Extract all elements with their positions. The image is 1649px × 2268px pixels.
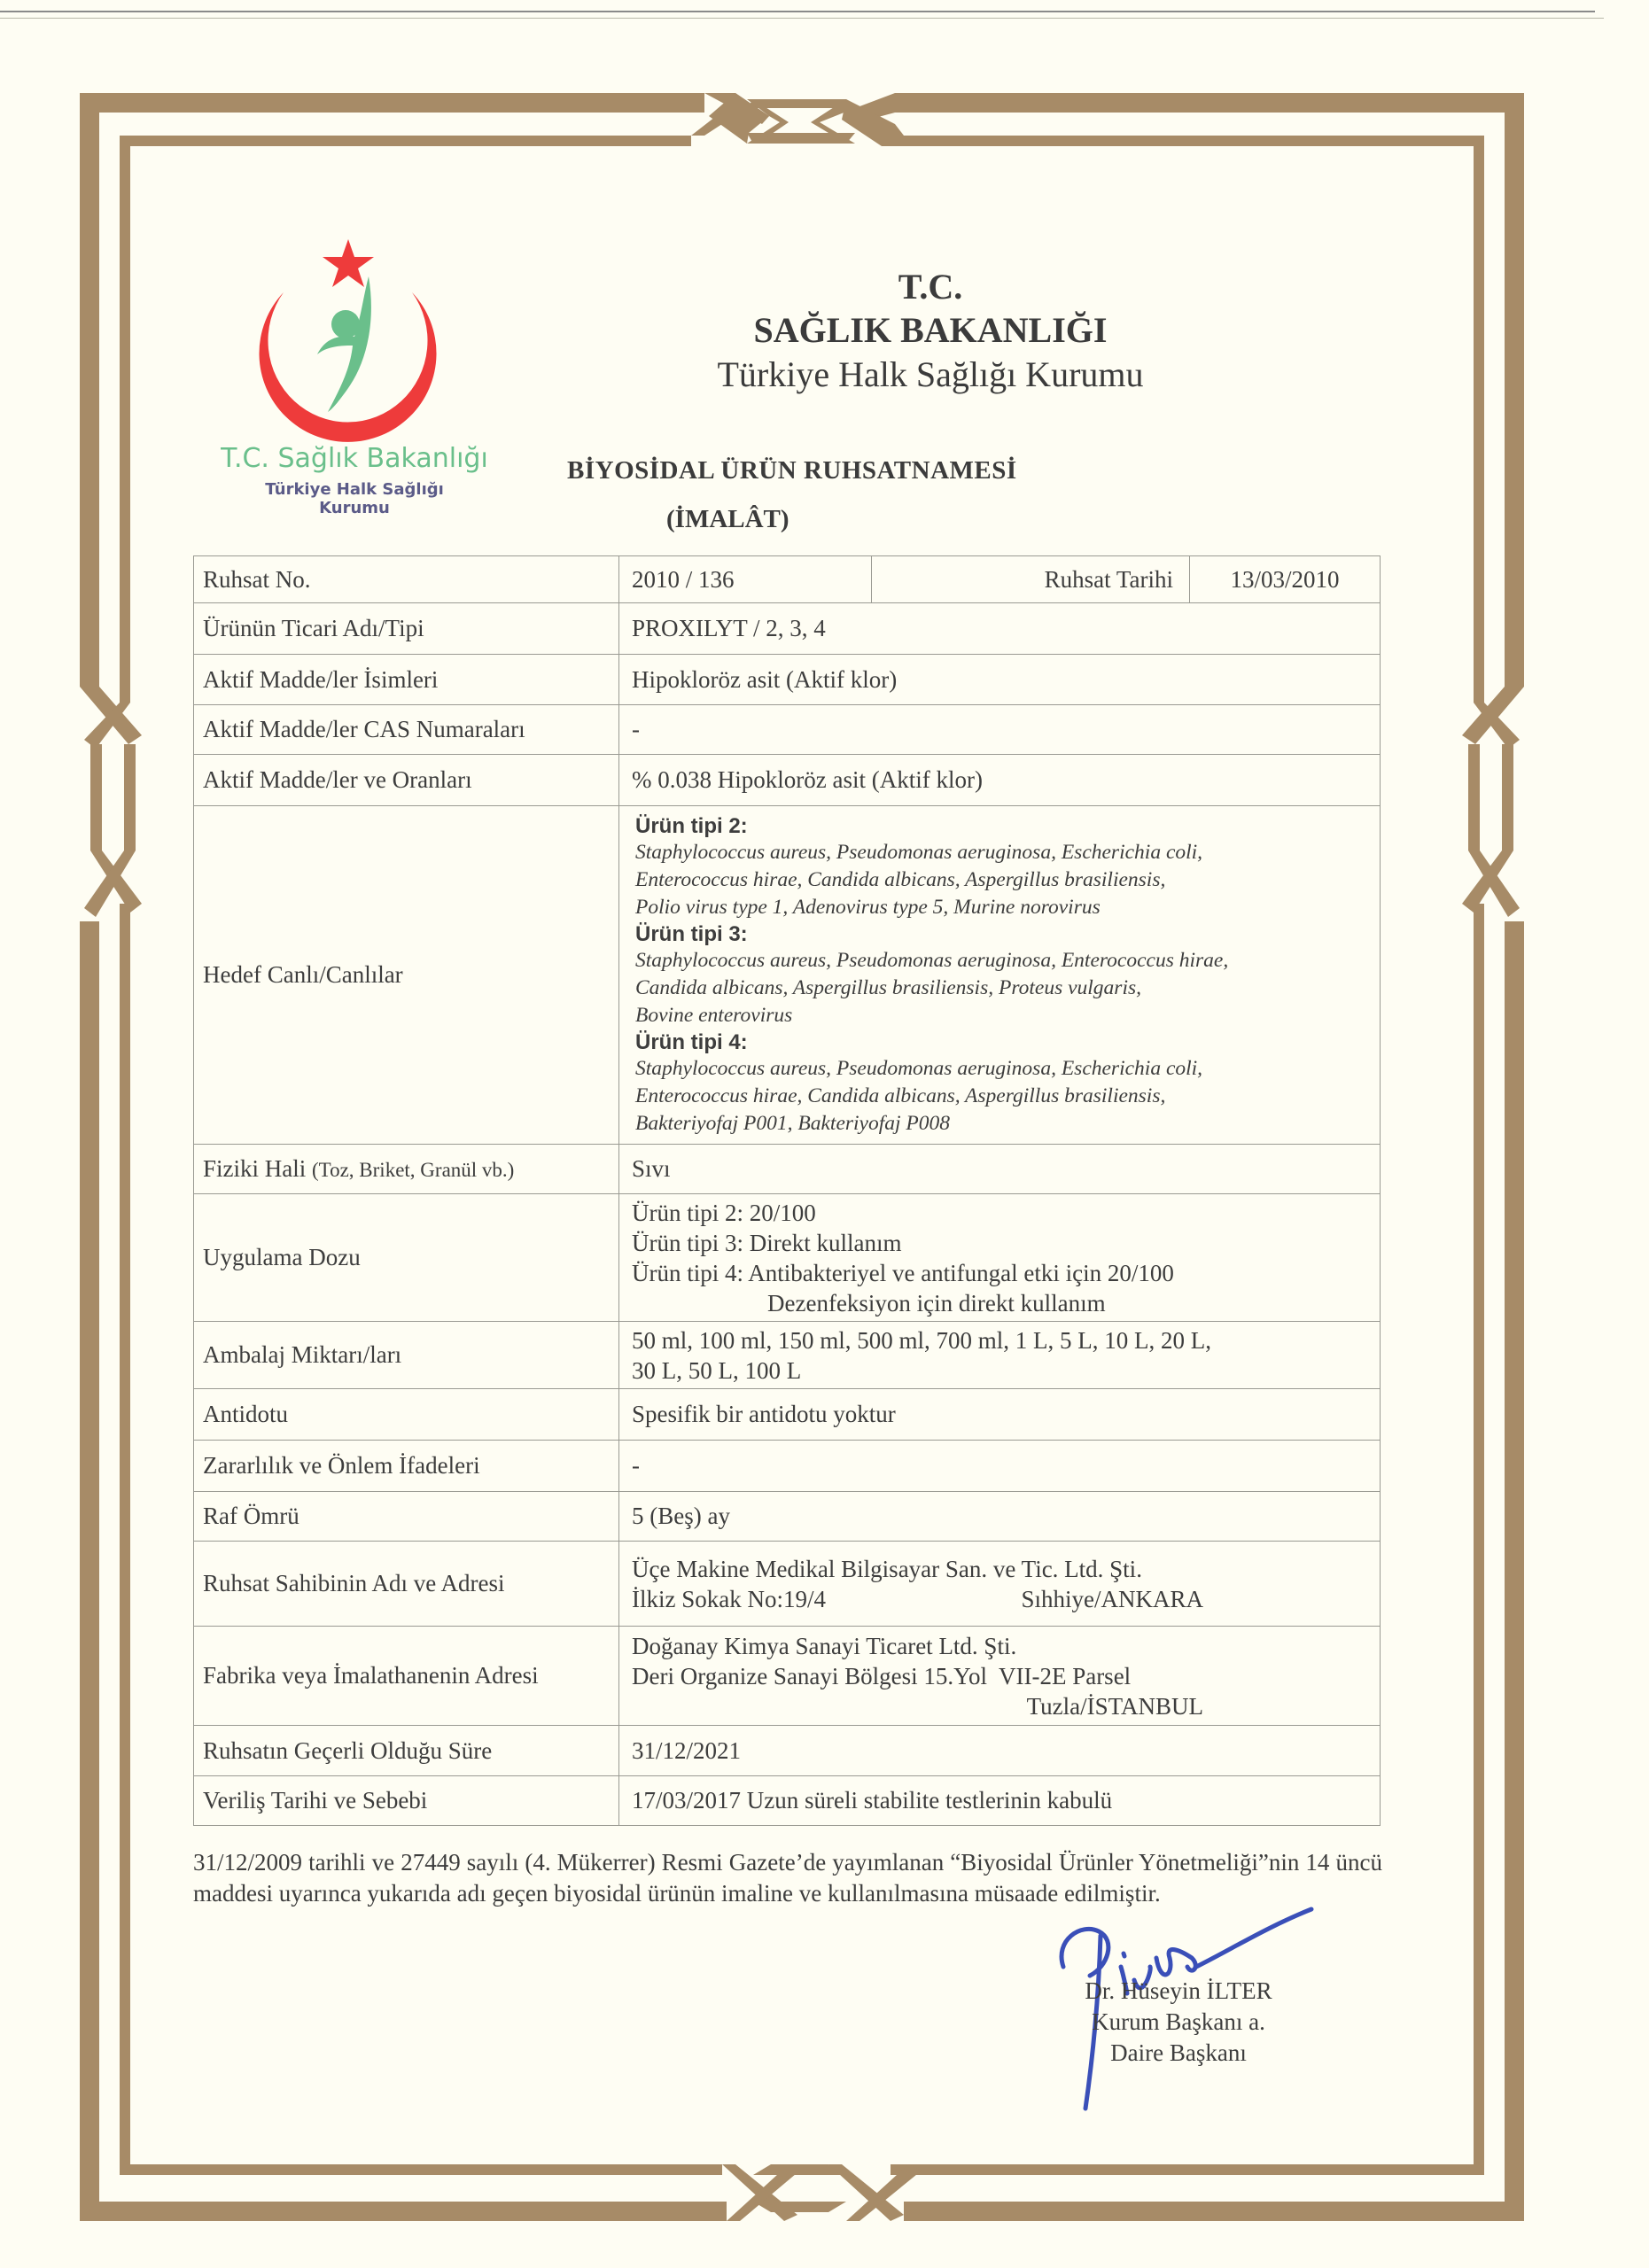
row-value: - [619,705,1381,755]
dosage-line: Ürün tipi 4: Antibakteriyel ve antifungal etki için 20/100 [632,1259,1174,1286]
header-institution: Türkiye Halk Sağlığı Kurumu [717,354,1144,394]
signatory-title: Kurum Başkanı a. [1092,2008,1265,2035]
table-row [194,655,1381,705]
packaging-cell [619,1322,1381,1389]
table-row-packaging [194,1322,1381,1389]
document-title: BİYOSİDAL ÜRÜN RUHSATNAMESİ [567,456,1017,485]
table-row [194,1726,1381,1776]
physical-state-label: Fiziki Hali [203,1155,307,1182]
star-icon [323,239,374,287]
row-label: Ruhsat Sahibinin Adı ve Adresi [194,1542,619,1627]
organism-line: Staphylococcus aureus, Pseudomonas aeruginosa, Escherichia coli, [635,1056,1203,1080]
logo-title: T.C. Sağlık Bakanlığı [221,443,488,474]
table-row-factory [194,1627,1381,1726]
document-subtitle: (İMALÂT) [666,505,789,533]
organism-line: Enterococcus hirae, Candida albicans, Aspergillus brasiliensis, [635,867,1166,891]
product-type-heading: Ürün tipi 4: [635,1029,748,1054]
row-label: Raf Ömrü [194,1492,619,1542]
row-label: Aktif Madde/ler CAS Numaraları [194,705,619,755]
row-value: Spesifik bir antidotu yoktur [619,1389,1381,1441]
row-value: % 0.038 Hipokloröz asit (Aktif klor) [619,755,1381,806]
row-value: 5 (Beş) ay [619,1492,1381,1542]
product-type-heading: Ürün tipi 3: [635,921,748,946]
table-row [194,1389,1381,1441]
packaging-line: 30 L, 50 L, 100 L [632,1356,802,1384]
organism-line: Polio virus type 1, Adenovirus type 5, Murine norovirus [635,895,1101,919]
row-value: PROXILYT / 2, 3, 4 [619,603,1381,655]
holder-city: Sıhhiye/ANKARA [1021,1585,1203,1612]
dosage-cell [619,1194,1381,1322]
row-value: 17/03/2017 Uzun süreli stabilite testlerinin kabulü [619,1776,1381,1826]
row-label [194,1145,619,1194]
physical-state-note: (Toz, Briket, Granül vb.) [312,1159,515,1181]
logo-subtitle-line1: Türkiye Halk Sağlığı [265,480,444,499]
holder-cell [619,1542,1381,1627]
row-label: Ruhsatın Geçerli Olduğu Süre [194,1726,619,1776]
table-row-license-no [194,556,1381,603]
organism-line: Bovine enterovirus [635,1003,793,1027]
logo-subtitle [204,480,505,517]
table-row-holder [194,1542,1381,1627]
table-row [194,755,1381,806]
table-row-dosage [194,1194,1381,1322]
value-license-date: 13/03/2010 [1190,556,1381,603]
row-value: - [619,1441,1381,1492]
factory-city: Tuzla/İSTANBUL [1026,1692,1203,1720]
row-value: Hipokloröz asit (Aktif klor) [619,655,1381,705]
label-license-date: Ruhsat Tarihi [872,556,1190,603]
dosage-line: Ürün tipi 3: Direkt kullanım [632,1229,902,1256]
organism-line: Staphylococcus aureus, Pseudomonas aeruginosa, Escherichia coli, [635,840,1203,864]
row-label: Antidotu [194,1389,619,1441]
row-label: Veriliş Tarihi ve Sebebi [194,1776,619,1826]
product-type-heading: Ürün tipi 2: [635,813,748,838]
table-row [194,1441,1381,1492]
factory-cell [619,1627,1381,1726]
signatory-title-2: Daire Başkanı [1110,2039,1247,2066]
dosage-line-continuation: Dezenfeksiyon için direkt kullanım [767,1289,1106,1317]
row-label: Hedef Canlı/Canlılar [194,806,619,1145]
logo-subtitle-line2: Kurumu [319,499,390,517]
table-row [194,1492,1381,1542]
signatory-block [1046,1976,1311,2069]
organism-line: Enterococcus hirae, Candida albicans, Aspergillus brasiliensis, [635,1084,1166,1107]
license-table [193,555,1381,1826]
signatory-name: Dr. Hüseyin İLTER [1085,1977,1272,2004]
row-label: Zararlılık ve Önlem İfadeleri [194,1441,619,1492]
row-label: Fabrika veya İmalathanenin Adresi [194,1627,619,1726]
packaging-line: 50 ml, 100 ml, 150 ml, 500 ml, 700 ml, 1 L, 5 L, 10 L, 20 L, [632,1326,1211,1354]
table-row-target-organisms [194,806,1381,1145]
holder-name: Üçe Makine Medikal Bilgisayar San. ve Tic. Ltd. Şti. [632,1555,1142,1582]
organism-line: Candida albicans, Aspergillus brasiliensis, Proteus vulgaris, [635,975,1141,999]
organism-line: Staphylococcus aureus, Pseudomonas aeruginosa, Enterococcus hirae, [635,948,1229,972]
person-figure-icon [317,276,371,412]
holder-street: İlkiz Sokak No:19/4 [632,1585,826,1612]
factory-name: Doğanay Kimya Sanayi Ticaret Ltd. Şti. [632,1632,1017,1659]
organism-line: Bakteriyofaj P001, Bakteriyofaj P008 [635,1111,951,1135]
header-state: T.C. [898,267,963,307]
row-label: Ambalaj Miktarı/ları [194,1322,619,1389]
table-row [194,1776,1381,1826]
value-license-no: 2010 / 136 [619,556,872,603]
legal-paragraph: 31/12/2009 tarihli ve 27449 sayılı (4. Mükerrer) Resmi Gazete’de yayımlanan “Biyosidal Ürünler Yönetmeliği”nin 14 üncü maddesi uyarınca yukarıda adı geçen biyosidal ürünün imaline ve kullanılmasına müsaade edilmiştir. [193,1849,1382,1907]
row-value: Sıvı [619,1145,1381,1194]
label-license-no: Ruhsat No. [194,556,619,603]
row-label: Aktif Madde/ler ve Oranları [194,755,619,806]
row-label: Uygulama Dozu [194,1194,619,1322]
row-label: Ürünün Ticari Adı/Tipi [194,603,619,655]
row-label: Aktif Madde/ler İsimleri [194,655,619,705]
table-row-physical-state [194,1145,1381,1194]
header-ministry: SAĞLIK BAKANLIĞI [753,310,1108,350]
dosage-line: Ürün tipi 2: 20/100 [632,1199,816,1226]
row-value: 31/12/2021 [619,1726,1381,1776]
table-row [194,705,1381,755]
factory-street: Deri Organize Sanayi Bölgesi 15.Yol VII-2E Parsel [632,1662,1132,1689]
target-organisms-cell [619,806,1381,1145]
table-row [194,603,1381,655]
holder-address [632,1584,1203,1614]
